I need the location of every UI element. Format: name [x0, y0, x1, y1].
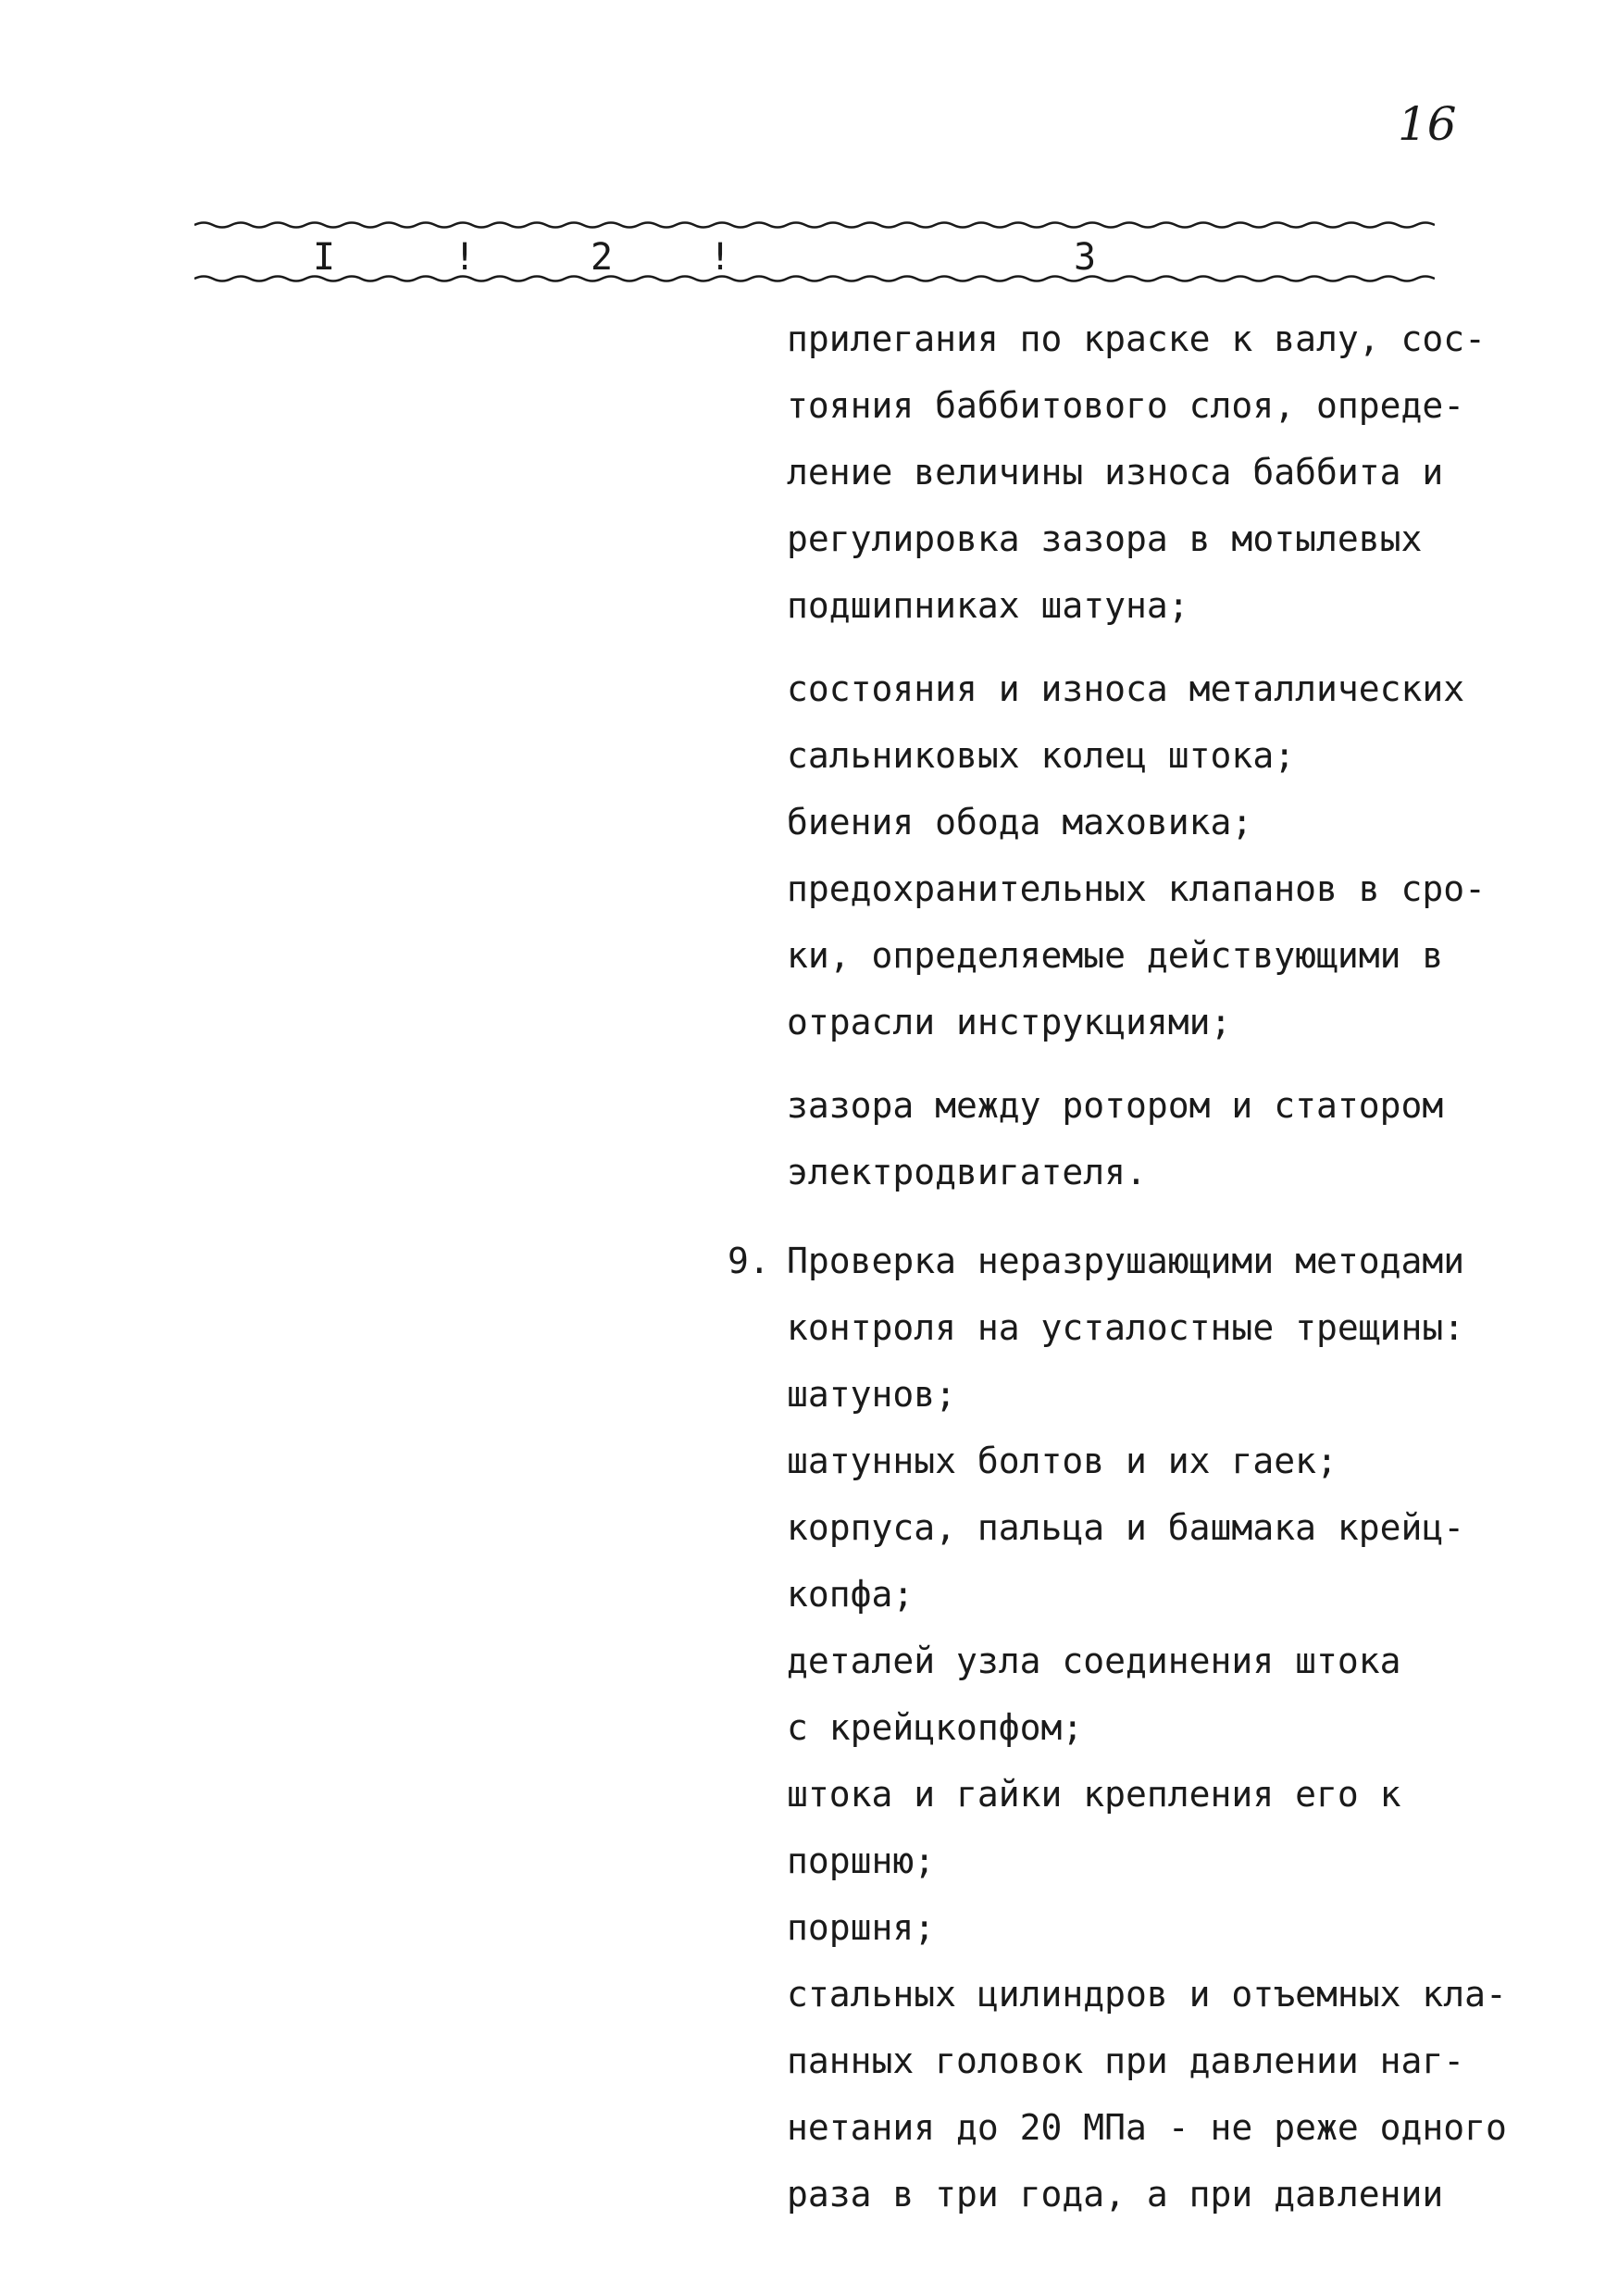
text-line: прилегания по краске к валу, сос-: [787, 318, 1486, 359]
column-3-content: [728, 306, 1507, 2227]
list-item-9: [728, 1228, 1507, 2227]
table-header-col3: 3: [1074, 236, 1097, 279]
list-item-number: 9.: [728, 1241, 770, 1281]
text-line: шатунных болтов и их гаек;: [787, 1441, 1338, 1481]
text-line: Проверка неразрушающими методами: [787, 1241, 1465, 1281]
text-line: контроля на усталостные трещины:: [787, 1307, 1465, 1348]
paragraph-rotor-gap: [787, 1072, 1490, 1205]
text-line: раза в три года, а при давлении: [787, 2174, 1444, 2215]
text-line: зазора между ротором и статором: [787, 1085, 1444, 1126]
text-line: нетания до 20 МПа - не реже одного: [787, 2107, 1507, 2148]
text-line: биения обода маховика;: [787, 802, 1253, 842]
text-line: поршню;: [787, 1841, 936, 1881]
text-line: ление величины износа баббита и: [787, 452, 1444, 493]
text-line: предохранительных клапанов в сро-: [787, 868, 1486, 909]
table-header-top-rule: [194, 218, 1435, 231]
text-line: шатунов;: [787, 1374, 957, 1415]
text-line: корпуса, пальца и башмака крейц-: [787, 1507, 1465, 1548]
text-line: поршня;: [787, 1907, 936, 1948]
text-line: регулировка зазора в мотылевых: [787, 518, 1423, 559]
table-header-separator: !: [709, 236, 732, 279]
text-line: с крейцкопфом;: [787, 1707, 1084, 1748]
text-line: сальниковых колец штока;: [787, 735, 1296, 776]
text-line: деталей узла соединения штока: [787, 1641, 1401, 1681]
table-header-separator: !: [454, 236, 477, 279]
text-line: подшипниках шатуна;: [787, 585, 1189, 626]
text-line: стальных цилиндров и отъемных кла-: [787, 1974, 1507, 2015]
text-line: панных головок при давлении наг-: [787, 2040, 1465, 2081]
text-line: штока и гайки крепления его к: [787, 1774, 1401, 1815]
paragraph-seal-rings: [787, 655, 1490, 1055]
text-line: состояния и износа металлических: [787, 668, 1465, 709]
text-line: отрасли инструкциями;: [787, 1002, 1232, 1042]
text-line: электродвигателя.: [787, 1152, 1147, 1192]
table-header-bottom-rule: [194, 272, 1435, 285]
paragraph-bearing-inspection: [787, 306, 1490, 639]
text-line: копфа;: [787, 1574, 915, 1615]
table-header-col1: I: [313, 236, 336, 279]
text-line: ки, определяемые действующими в: [787, 935, 1444, 976]
page-number: 16: [1398, 97, 1457, 151]
text-line: тояния баббитового слоя, опреде-: [787, 385, 1465, 426]
table-header-col2: 2: [591, 236, 614, 279]
